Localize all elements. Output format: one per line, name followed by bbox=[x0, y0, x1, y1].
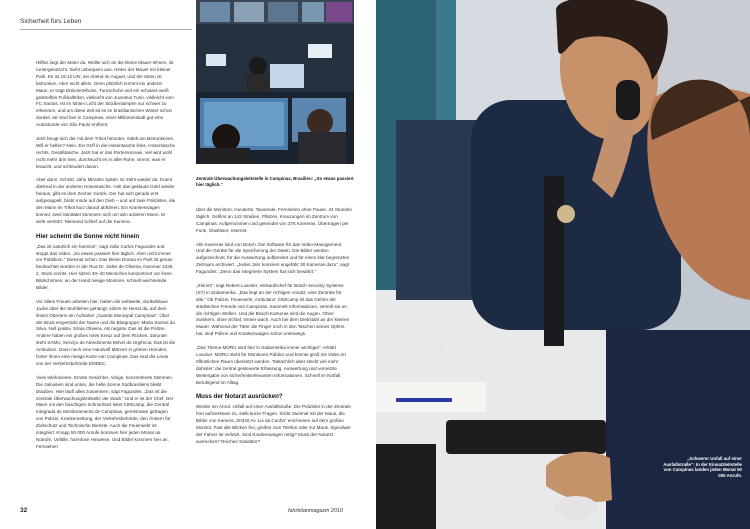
article-column-1 bbox=[36, 60, 176, 458]
photo-caption: „Schwerer Unfall auf einer Ausfallstraße“: In der Einsatzleitstelle von Campinas landen jeden Monat 50 000 Anrufe. bbox=[663, 456, 742, 478]
dispatcher-photo bbox=[376, 0, 750, 529]
paragraph: Hilflos liegt der Mann da. Wollte sich an die kleine Mauer lehnen, ist runtergerutscht. Sieht unbequem aus. Hinter der Mauer ein kleiner Park. Es ist 19:12 Uhr, ein Abend im August, und der Mann ist betrunken. Aber nicht allein. Denn plötzlich kommt ein anderer Mann, er trägt Dreiviertelhose, Turnschuhe und ein schwarz-weiß gestreiftes Fußballtrikot, vielleicht von Juventus Turin, vielleicht vom FC Santos. Ist im fahlen Licht der Straßenlampen nur schwer zu erkennen, und um diese Zeit ist es im brasilianischen Winter schon dunkel, wir sind hier in Campinas, einer Millionenstadt gut eine Autostunde von São Paulo entfernt. bbox=[36, 60, 174, 128]
subheading: Muss der Notarzt ausrücken? bbox=[196, 393, 283, 401]
left-page bbox=[0, 0, 372, 529]
photo-caption: Zentrale Überwachungsleitstelle in Campinas, Brasilien: „So etwas passiert hier täglich.“ bbox=[196, 176, 354, 187]
control-room-photo bbox=[196, 0, 354, 164]
magazine-name: fahrbitanmagazin 2010 bbox=[288, 508, 343, 514]
paragraph: Wieder ein Anruf. Unfall auf einer Ausfallstraße. Die Polizistin in der Zentrale hört aufmerksam zu, stellt kurze Fragen. Klickt zweimal mit der Maus, die Bilder von Kamera „00340 Av. Lix da Cunha“ erscheinen auf dem großen Monitor. Fast alle Blicken frei, greifen zum Telefon oder zur Maus. Irgendwer der Fahrer ist verletzt. Sind Krankenwagen nötig? Muss der Notarzt ausrücken? Reichen Sanitäter? bbox=[196, 404, 351, 444]
paragraph: Jetzt beugt sich der mit dem Trikot herunter, rüttelt am Betrunkenen. Will er helfen? Nein. Ein Griff in die Hosentasche links, Hosentasche rechts, Gesäßtasche. Jetzt hat er das Portemonnaie, viel wird wohl nicht mehr drin sein, durchsucht es in aller Ruhe, nimmt, was er braucht, und schleudert davon. bbox=[36, 135, 176, 169]
page-number: 32 bbox=[20, 507, 28, 514]
right-page-photo bbox=[376, 0, 750, 529]
paragraph: Viele telefonieren. Ernste Gesichter, ruhige, konzentrierte Stimmen. Die Jalousien sind unten, die helle Sonne Südbrasiliens bleibt draußen. Hier läuft alles zusammen, sagt Fagundes. „Das ist die zentrale Überwachungsleitstelle der Stadt.“ Und er ist der Chef. Der Mann mit den buschigen Schnurrbart leitet CIMCamp, die Central Integrada de Monitoramento de Campinas, gemeinsam getragen von Polizei, Krankenrettung, der Verkehrsbehörde, den Ämtern für Zivilschutz und Technische Dienste. Auch die Feuerwehr ist integriert. Knapp 50 000 Anrufe kommen hier jeden Monat an. Notrufe, Unfälle, harmlose Hinweise. Und Bilder kommen hier an, Fernsehen bbox=[36, 374, 174, 449]
paragraph: Alle Kameras sind von Bosch. Die Software für das Video-Management. Und die Geräte für die Speicherung der Daten. Die Bilder werden aufgezeichnet, für die Auswertung aufbereitet und für einen klar begrenzten Zeitraum archiviert. „Jedes Jahr kommen ungefähr 30 Kameras dazu“, sagt Fagundes. „Denn das integrierte System hat sich bewährt.“ bbox=[196, 241, 350, 275]
paragraph: „Das Thema MORU wird hier in Südamerika immer wichtiger“, erklärt Loacker. MORU steht für Monitoreo Público und könnte groß mit Video im öffentlichen Raum übersetzt werden. Tatsächlich aber steckt viel mehr dahinter: die zentral gesteuerte Erfassung, Auswertung und vernetzte Weitergabe von sicherheitsrelevanten Informationen. Schnell im Notfall. Beruhigend im Alltag. bbox=[196, 345, 346, 385]
paragraph: Vor allem Frauen arbeiten hier, haben die weltweite, dunkelblaue Jacke über die Stuhllehne gehängt, sitzen im Hemd da, auf dem linken Oberarm ein Aufnäher „Guarda Municipal Campinas“. Über der Brust eingestickt der Name und die Blutgruppe: Maria Santos da Silva, Null positiv. Sônia Oliveira, AB negativ. Das ist die Polizei. Andere haben ein großes rotes Kreuz auf dem Rücken, darunter steht SAMU, Serviço de Atendimento Móvel de Urgência. Das ist die Ambulanz. Dann noch eine Handvoll Männer in grünen Hemden, hinter ihnen eine riesige Karte von Campinas. Das sind die Leute von der Verkehrsbehörde EMDEC. bbox=[36, 298, 176, 366]
paragraph: über die Monitore. Hunderte, Tausende. Fernsehen ohne Pause. 24 Stunden täglich. Gefilmt an 143 Straßen, Plätzen, Kreuzungen im Zentrum von Campinas. Aufgenommen und gesendet von 375 Kameras. Übertragen per Funk, Glasfaser, Internet. bbox=[196, 207, 352, 233]
paragraph: „Das ist natürlich ein harmlos“, sagt João Carlos Fagundes und stoppt das Video. „So etwas passiert hier täglich. Aber nicht immer vor Publikum.“ Diesmal schon. Das kleine Drama im Park ist genau beobachtet worden in der Rua Dr. Sales de Oliveira, Nummer 1028, 2. Stock rechts. Hier sitzen 30–40 Menschen konzentriert vor ihren Bildschirmen, an der Hand riesige Monitore, schnell wechselnde Bilder. bbox=[36, 243, 174, 291]
section-header: Sicherheit fürs Leben bbox=[20, 18, 82, 25]
header-rule bbox=[20, 29, 192, 30]
paragraph: „Stimmt“, sagt Robert Loacker, Verkaufschef für Bosch Security Systems (ST) in Südamerika. „Das liegt an der richtigen Ansatz: eine Zentrale für alle.“ Ob Polizei, Feuerwehr, Ambulanz: CIMCamp ist das Gehirn der städtischen Fremde von Campinas. Sammelt Informationen, verteilt sie an die richtigen Stellen. Und die Bosch-Kameras sind die Augen. Ohne zwinkern, ohne Schlaf, immer wach. Auch bei dem Diebstahl an der kleinen Mauer. Während der Täter die Finger noch in den Taschen seines Opfers hat, sind Polizei und Krankenwagen schon unterwegs. bbox=[196, 282, 350, 337]
control-room-illustration bbox=[196, 0, 354, 164]
subheading: Hier scheint die Sonne nicht hinein bbox=[36, 232, 140, 240]
article-column-2 bbox=[196, 207, 352, 453]
paragraph: Aber dann: Schnitt. Jahn Minuten später. Er steht wieder da. Kramt diesmal in der anderen Hosentasche. Holt das geklaute Geld wieder heraus, gibt es dem Zecher zurück. Der hat sich gerade erst aufgerappelt, blickt müde auf den Dieb – und auf zwei Polizisten, die den Mann im Trikot kurz darauf abführen. Ein Krankenwagen kommt, zwei Sanitäter kümmern sich um den anderen Mann. Er wirkt verstört. Niemand schlief auf die Kamera. bbox=[36, 177, 176, 224]
